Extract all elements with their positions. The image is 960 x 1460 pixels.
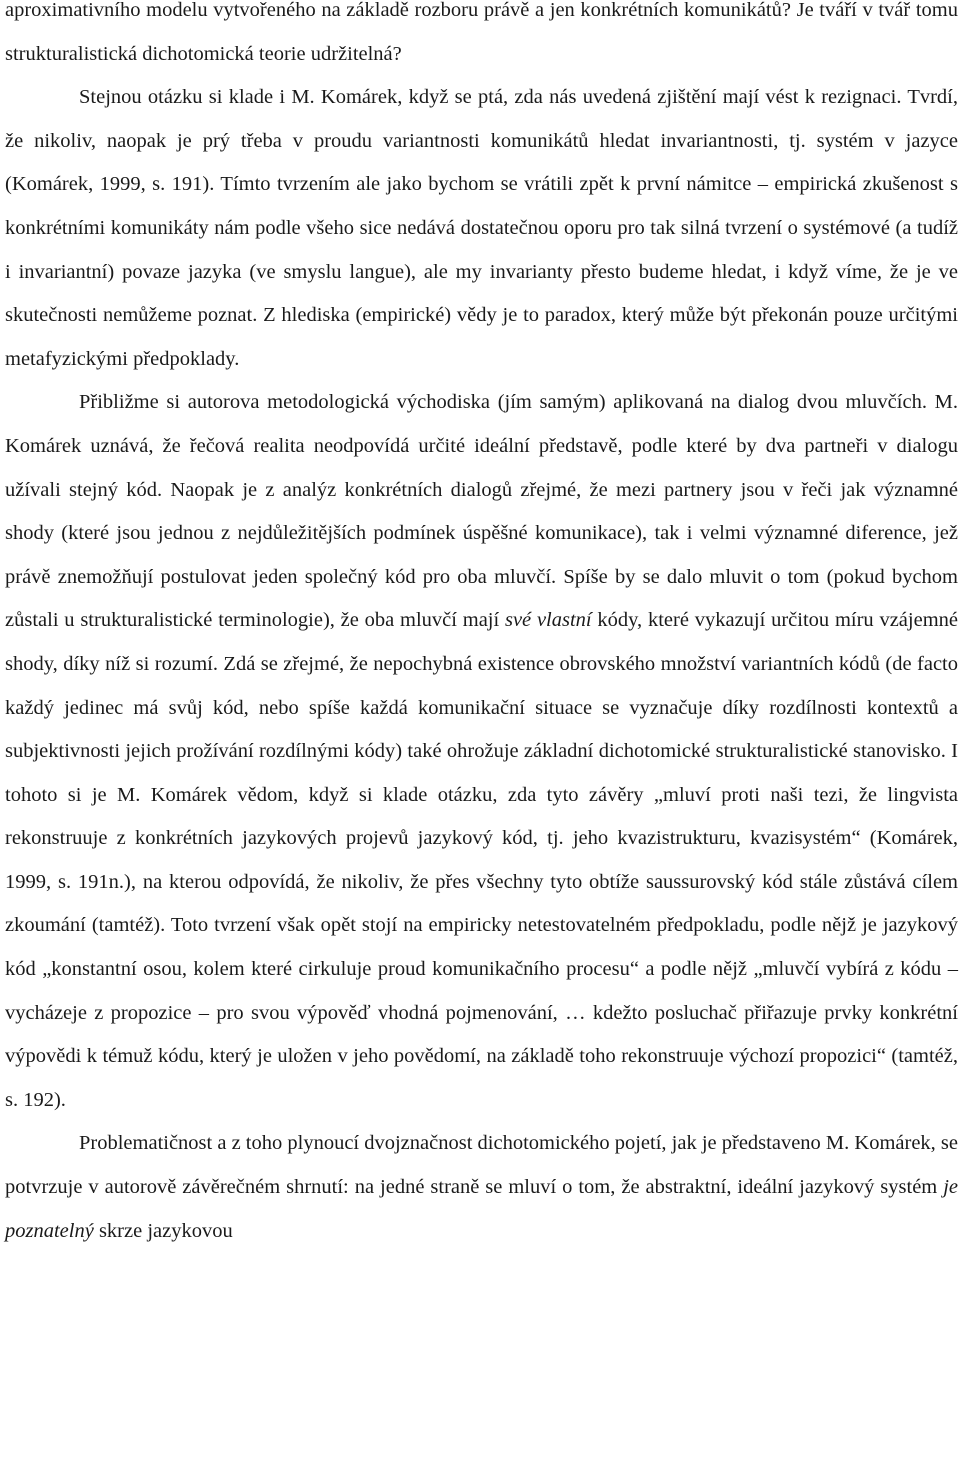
paragraph-3-emphasis: své vlastní [504, 609, 592, 632]
paragraph-1 [5, 0, 958, 76]
paragraph-2-text: Stejnou otázku si klade i M. Komárek, když se ptá, zda nás uvedená zjištění mají vést k rezignaci. Tvrdí, že nikoliv, naopak je prý třeba v proudu variantnosti komunikátů hledat invariantnosti, tj. systém v jazyce (Komárek, 1999, s. 191). Tímto tvrzením ale jako bychom se vrátili zpět k první námitce – empirická zkušenost s konkrétními komunikáty nám podle všeho sice nedává dostatečnou oporu pro tak silná tvrzení o systémové (a tudíž i invariantní) povaze jazyka (ve smyslu langue), ale my invarianty přesto budeme hledat, i když víme, že je ve skutečnosti nemůžeme poznat. Z hlediska (empirické) vědy je to paradox, který může být překonán pouze určitými metafyzickými předpoklady. [5, 86, 958, 370]
paragraph-4-text-a: Problematičnost a z toho plynoucí dvojznačnost dichotomického pojetí, jak je představeno M. Komárek, se potvrzuje v autorově závěrečném shrnutí: na jedné straně se mluví o tom, že abstraktní, ideální jazykový systém [5, 1132, 959, 1199]
paragraph-4 [5, 1122, 958, 1253]
paragraph-4-emphasis: je poznatelný [5, 1176, 958, 1242]
paragraph-1-text: aproximativního modelu vytvořeného na základě rozboru právě a jen konkrétních komunikátů? Je tváří v tvář tomu strukturalistická dichotomická teorie udržitelná? [5, 0, 958, 65]
paragraph-3 [5, 381, 958, 1122]
paragraph-3-text-a: Přibližme si autorova metodologická východiska (jím samým) aplikovaná na dialog dvou mluvčích. M. Komárek uznává, že řečová realita neodpovídá určité ideální představě, podle které by dva partneři v dialogu užívali stejný kód. Naopak je z analýz konkrétních dialogů zřejmé, že mezi partnery jsou v řeči jak významné shody (které jsou jednou z nejdůležitějších podmínek úspěšné komunikace), tak i velmi významné diference, jež právě znemožňují postulovat jeden společný kód pro oba mluvčí. Spíše by se dalo mluvit o tom (pokud bychom zůstali u strukturalistické terminologie), že oba mluvčí mají [5, 391, 958, 632]
paragraph-4-text-b: skrze jazykovou [93, 1219, 233, 1242]
paragraph-2 [5, 76, 958, 381]
paragraph-3-text-b: kódy, které vykazují určitou míru vzájemné shody, díky níž si rozumí. Zdá se zřejmé, že nepochybná existence obrovského množství variantních kódů (de facto každý jedinec má svůj kód, nebo spíše každá komunikační situace se vyznačuje díky rozdílnosti kontextů a subjektivnosti jejich prožívání rozdílnými kódy) také ohrožuje základní dichotomické strukturalistické stanovisko. I tohoto si je M. Komárek vědom, když si klade otázku, zda tyto závěry „mluví proti naši tezi, že lingvista rekonstruuje z konkrétních jazykových projevů jazykový kód, tj. jeho kvazistrukturu, kvazisystém“ (Komárek, 1999, s. 191n.), na kterou odpovídá, že nikoliv, že přes všechny tyto obtíže saussurovský kód stále zůstává cílem zkoumání (tamtéž). Toto tvrzení však opět stojí na empiricky netestovatelném předpokladu, podle nějž je jazykový kód „konstantní osou, kolem které cirkuluje proud komunikačního procesu“ a podle nějž „mluvčí vybírá z kódu – vycházeje z propozice – pro svou výpověď vhodná pojmenování, … kdežto posluchač přiřazuje prvky konkrétní výpovědi k témuž kódu, který je uložen v jeho povědomí, na základě toho rekonstruuje výchozí propozici“ (tamtéž, s. 192). [5, 609, 958, 1111]
